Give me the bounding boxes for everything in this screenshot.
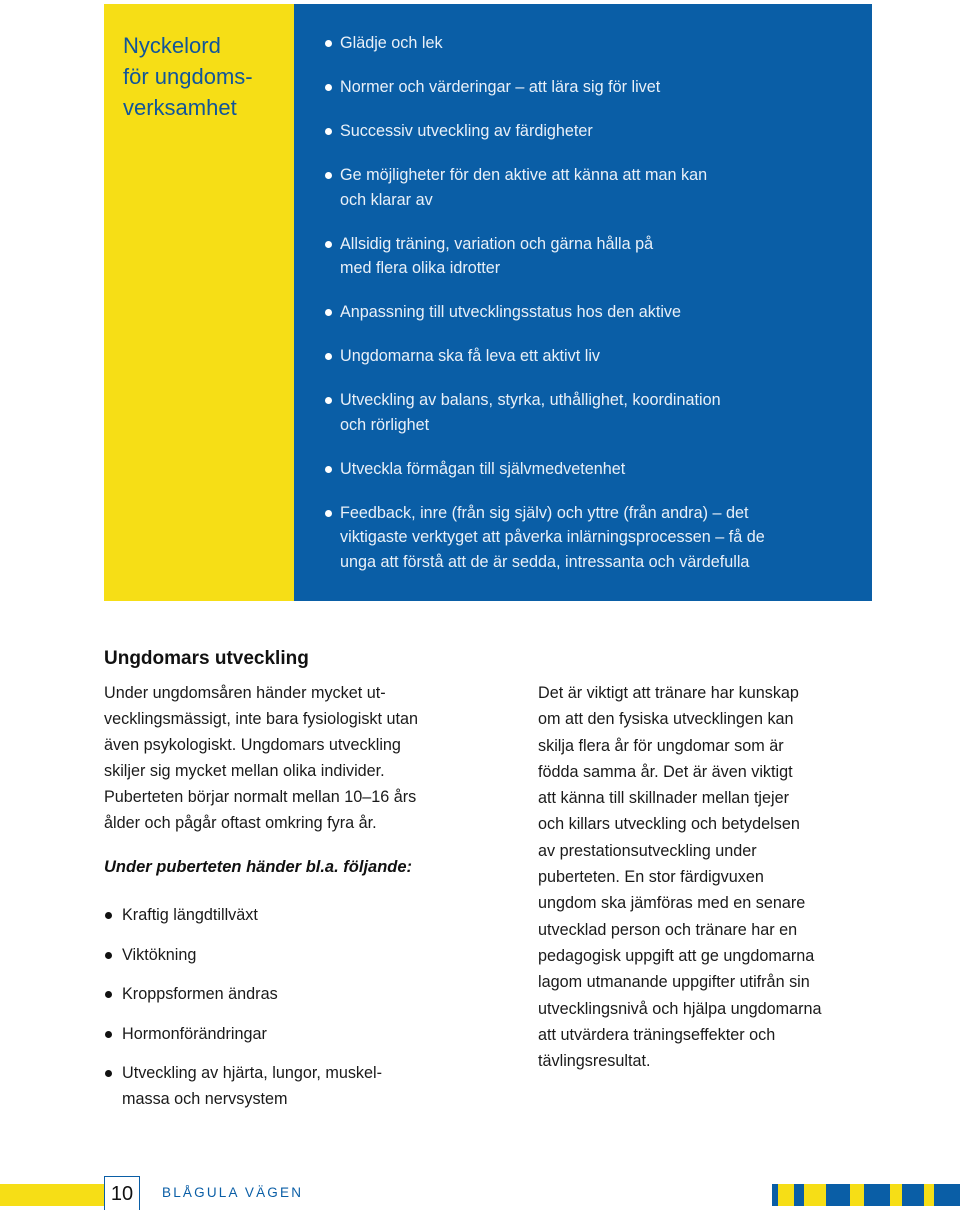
bullet-icon (105, 991, 112, 998)
footer-color-blocks (772, 1184, 960, 1206)
bullet-icon (105, 952, 112, 959)
bullet-icon (325, 397, 332, 404)
keyword-item (340, 119, 810, 144)
bullet-icon (105, 912, 112, 919)
footer-block (864, 1184, 890, 1206)
list-item-text: Viktökning (122, 945, 197, 964)
keywords-title-panel (104, 4, 294, 601)
bullet-icon (105, 1070, 112, 1077)
bullet-icon (325, 128, 332, 135)
keyword-item (340, 501, 810, 575)
bullet-icon (325, 353, 332, 360)
keyword-item (340, 457, 810, 482)
list-item-text: Hormonförändringar (122, 1024, 267, 1043)
footer-block (794, 1184, 804, 1206)
coach-paragraph: Det är viktigt att tränare har kunskap om att den fysiska utvecklingen kan skilja flera år för ungdomar som är födda samma år. Det är även viktigt att känna till skillnader mellan tjejer och killars utveckling och betydelsen av prestationsutveckling under puberteten. En stor färdigvuxen ungdom ska jämföras med en senare utvecklad person och tränare har en pedagogisk uppgift att ge ungdomarna lagom utmanande uppgifter utifrån sin utvecklingsnivå och hjälpa ungdomarna att utvärdera träningseffekter och tävlingsresultat. (538, 684, 822, 1071)
bullet-icon (325, 172, 332, 179)
keyword-text: Ungdomarna ska få leva ett aktivt liv (340, 347, 601, 365)
bullet-icon (325, 40, 332, 47)
keywords-title: Nyckelord för ungdoms- verksamhet (123, 33, 253, 120)
footer-block (778, 1184, 794, 1206)
keyword-text: Utveckling av balans, styrka, uthållighet, koordination och rörlighet (340, 391, 721, 434)
puberty-subheading: Under puberteten händer bl.a. följande: (104, 858, 413, 876)
keyword-text: Allsidig träning, variation och gärna hålla på med flera olika idrotter (340, 234, 654, 277)
list-item-text: Utveckling av hjärta, lungor, muskel- massa och nervsystem (122, 1064, 383, 1108)
keyword-item (340, 300, 810, 325)
list-item-text: Kraftig längdtillväxt (122, 906, 258, 924)
keyword-item (340, 31, 810, 56)
list-item (122, 1060, 452, 1112)
keywords-box (104, 4, 872, 601)
keyword-text: Glädje och lek (340, 34, 443, 52)
footer-block (902, 1184, 924, 1206)
bullet-icon (325, 510, 332, 517)
keyword-item (340, 163, 810, 212)
footer-block (804, 1184, 826, 1206)
bullet-icon (325, 309, 332, 316)
bullet-icon (105, 1031, 112, 1038)
keyword-item (340, 344, 810, 369)
publication-name: BLÅGULA VÄGEN (162, 1185, 304, 1200)
footer-block (850, 1184, 864, 1206)
bullet-icon (325, 466, 332, 473)
keyword-text: Feedback, inre (från sig själv) och yttre (från andra) – det viktigaste verktyget att påverka inlärningsprocessen – få de unga att förstå att de är sedda, intressanta och värdefulla (340, 503, 765, 571)
keyword-text: Successiv utveckling av färdigheter (340, 122, 593, 140)
list-item (122, 902, 452, 928)
keyword-text: Utveckla förmågan till självmedvetenhet (340, 459, 626, 478)
keywords-list (340, 31, 810, 594)
footer-block (826, 1184, 850, 1206)
footer-block (890, 1184, 902, 1206)
footer-block (924, 1184, 934, 1206)
keyword-item (340, 75, 810, 100)
list-item (122, 942, 452, 968)
keyword-text: Ge möjligheter för den aktive att känna att man kan och klarar av (340, 166, 708, 209)
bullet-icon (325, 84, 332, 91)
keyword-item (340, 388, 810, 437)
list-item-text: Kroppsformen ändras (122, 985, 278, 1003)
intro-paragraph: Under ungdomsåren händer mycket ut- vecklingsmässigt, inte bara fysiologiskt utan även psykologiskt. Ungdomars utveckling skiljer sig mycket mellan olika individer. Puberteten börjar normalt mellan 10–16 års ålder och pågår oftast omkring fyra år. (104, 684, 419, 832)
bullet-icon (325, 241, 332, 248)
section-heading: Ungdomars utveckling (104, 648, 309, 669)
list-item (122, 981, 452, 1007)
footer-block (934, 1184, 960, 1206)
keyword-text: Normer och värderingar – att lära sig för livet (340, 78, 661, 96)
keyword-item (340, 232, 810, 281)
list-item (122, 1021, 452, 1047)
keyword-text: Anpassning till utvecklingsstatus hos den aktive (340, 303, 682, 321)
puberty-changes-list (122, 902, 452, 1126)
page-number: 10 (104, 1176, 140, 1210)
